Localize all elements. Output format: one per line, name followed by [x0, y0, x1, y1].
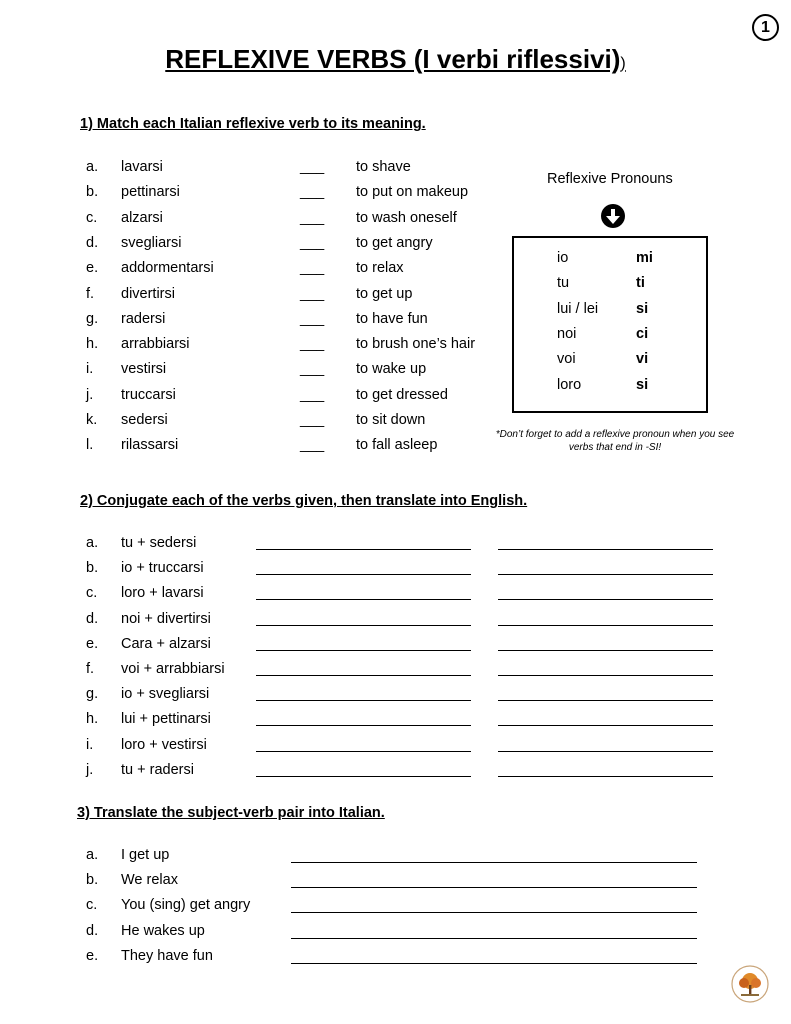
pronouns-title: Reflexive Pronouns: [547, 171, 673, 187]
subject-pronoun: voi: [557, 351, 576, 368]
row-letter: d.: [86, 922, 99, 939]
italian-answer-line[interactable]: [291, 963, 697, 964]
english-meaning: to fall asleep: [356, 437, 438, 454]
verb-prompt: Cara + alzarsi: [121, 635, 211, 652]
row-letter: f.: [86, 285, 95, 302]
answer-blank[interactable]: ___: [300, 437, 325, 454]
row-letter: a.: [86, 159, 99, 175]
italian-answer-line[interactable]: [291, 912, 697, 913]
translation-answer-line[interactable]: [498, 675, 713, 676]
verb-prompt: lui + pettinarsi: [121, 711, 211, 728]
reflexive-pronoun: si: [636, 376, 649, 393]
subject-pronoun: io: [557, 250, 569, 266]
row-letter: d.: [86, 610, 99, 627]
subject-pronoun: tu: [557, 275, 570, 292]
row-letter: a.: [86, 847, 99, 863]
section3-heading: 3) Translate the subject-verb pair into Italian.: [77, 805, 385, 821]
english-meaning: to relax: [356, 260, 404, 277]
pronoun-row: [514, 275, 704, 295]
verb-prompt: io + svegliarsi: [121, 686, 210, 703]
conjugate-row: [0, 762, 791, 784]
conjugate-row: [0, 560, 791, 582]
translation-answer-line[interactable]: [498, 700, 713, 701]
italian-verb: sedersi: [121, 412, 168, 428]
pronoun-row: [514, 250, 704, 270]
pronoun-table: [512, 236, 708, 413]
italian-verb: truccarsi: [121, 386, 176, 403]
row-letter: b.: [86, 184, 99, 201]
subject-pronoun: loro: [557, 376, 582, 393]
section2-heading: 2) Conjugate each of the verbs given, then translate into English.: [80, 493, 528, 509]
answer-blank[interactable]: ___: [300, 336, 325, 353]
row-letter: g.: [86, 686, 99, 703]
row-letter: e.: [86, 635, 99, 652]
page-title: [0, 44, 791, 75]
row-letter: f.: [86, 661, 95, 677]
english-meaning: to shave: [356, 159, 411, 175]
translation-answer-line[interactable]: [498, 599, 713, 600]
tree-logo-icon: [731, 965, 769, 1003]
title-tail: ): [620, 55, 626, 72]
translation-answer-line[interactable]: [498, 574, 713, 575]
row-letter: k.: [86, 412, 98, 428]
verb-prompt: loro + vestirsi: [121, 736, 207, 753]
row-letter: g.: [86, 310, 99, 327]
pronoun-row: [514, 301, 704, 321]
verb-prompt: io + truccarsi: [121, 560, 204, 577]
row-letter: b.: [86, 560, 99, 577]
conjugate-row: [0, 535, 791, 557]
row-letter: j.: [86, 761, 94, 778]
verb-prompt: tu + sedersi: [121, 535, 197, 551]
english-prompt: You (sing) get angry: [121, 897, 251, 914]
row-letter: i.: [86, 736, 94, 753]
translate-row: [0, 923, 791, 945]
translation-answer-line[interactable]: [498, 776, 713, 777]
row-letter: j.: [86, 386, 94, 403]
english-prompt: We relax: [121, 872, 178, 889]
reflexive-pronoun: ti: [636, 275, 645, 292]
answer-blank[interactable]: ___: [300, 386, 325, 403]
translate-row: [0, 872, 791, 894]
section1-heading: 1) Match each Italian reflexive verb to its meaning.: [80, 116, 426, 132]
answer-blank[interactable]: ___: [300, 184, 325, 201]
row-letter: b.: [86, 872, 99, 889]
reflexive-pronoun: mi: [636, 250, 653, 266]
row-letter: h.: [86, 336, 99, 353]
english-meaning: to wash oneself: [356, 209, 457, 226]
answer-blank[interactable]: ___: [300, 310, 325, 327]
row-letter: l.: [86, 437, 94, 454]
row-letter: h.: [86, 711, 99, 728]
answer-blank[interactable]: ___: [300, 412, 325, 428]
conjugate-row: [0, 711, 791, 733]
italian-verb: pettinarsi: [121, 184, 180, 201]
english-prompt: I get up: [121, 847, 170, 863]
english-meaning: to sit down: [356, 412, 426, 428]
translate-row: [0, 897, 791, 919]
reflexive-pronoun: ci: [636, 325, 649, 342]
italian-verb: radersi: [121, 310, 166, 327]
row-letter: a.: [86, 535, 99, 551]
italian-verb: rilassarsi: [121, 437, 179, 454]
conjugation-answer-line[interactable]: [256, 549, 471, 550]
conjugate-row: [0, 686, 791, 708]
answer-blank[interactable]: ___: [300, 260, 325, 277]
reflexive-pronoun: vi: [636, 351, 649, 368]
english-meaning: to brush one’s hair: [356, 336, 476, 353]
answer-blank[interactable]: ___: [300, 209, 325, 226]
answer-blank[interactable]: ___: [300, 159, 325, 175]
italian-verb: svegliarsi: [121, 234, 182, 251]
translate-row: [0, 847, 791, 869]
conjugate-row: [0, 636, 791, 658]
english-meaning: to have fun: [356, 310, 428, 327]
conjugation-answer-line[interactable]: [256, 625, 471, 626]
answer-blank[interactable]: ___: [300, 361, 325, 378]
conjugation-answer-line[interactable]: [256, 725, 471, 726]
italian-answer-line[interactable]: [291, 862, 697, 863]
pronoun-row: [514, 377, 704, 397]
conjugate-row: [0, 661, 791, 683]
translation-answer-line[interactable]: [498, 751, 713, 752]
translation-answer-line[interactable]: [498, 625, 713, 626]
italian-verb: addormentarsi: [121, 260, 214, 277]
row-letter: c.: [86, 209, 98, 226]
reflexive-pronoun: si: [636, 300, 649, 317]
english-meaning: to get dressed: [356, 386, 448, 403]
arrow-down-circle-icon: [600, 203, 626, 229]
conjugation-answer-line[interactable]: [256, 650, 471, 651]
title-text: REFLEXIVE VERBS (I verbi riflessivi): [165, 44, 621, 74]
pronoun-note: *Don’t forget to add a reflexive pronoun when you see verbs that end in -SI!: [495, 429, 735, 453]
row-letter: c.: [86, 897, 98, 914]
conjugate-row: [0, 585, 791, 607]
conjugation-answer-line[interactable]: [256, 751, 471, 752]
english-meaning: to wake up: [356, 361, 427, 378]
conjugation-answer-line[interactable]: [256, 675, 471, 676]
translation-answer-line[interactable]: [498, 549, 713, 550]
english-meaning: to put on makeup: [356, 184, 469, 201]
verb-prompt: noi + divertirsi: [121, 610, 211, 627]
english-meaning: to get angry: [356, 234, 433, 251]
answer-blank[interactable]: ___: [300, 234, 325, 251]
italian-verb: vestirsi: [121, 361, 167, 378]
english-prompt: They have fun: [121, 947, 213, 964]
row-letter: e.: [86, 260, 99, 277]
match-row: [0, 210, 791, 232]
conjugate-row: [0, 737, 791, 759]
verb-prompt: voi + arrabbiarsi: [121, 661, 225, 677]
page-number: 1: [752, 14, 779, 41]
english-prompt: He wakes up: [121, 922, 205, 939]
italian-verb: divertirsi: [121, 285, 175, 302]
pronoun-row: [514, 326, 704, 346]
subject-pronoun: noi: [557, 325, 577, 342]
translate-row: [0, 948, 791, 970]
conjugation-answer-line[interactable]: [256, 599, 471, 600]
italian-verb: alzarsi: [121, 209, 163, 226]
conjugation-answer-line[interactable]: [256, 776, 471, 777]
translation-answer-line[interactable]: [498, 650, 713, 651]
verb-prompt: loro + lavarsi: [121, 585, 204, 602]
italian-answer-line[interactable]: [291, 938, 697, 939]
italian-answer-line[interactable]: [291, 887, 697, 888]
english-meaning: to get up: [356, 285, 413, 302]
row-letter: e.: [86, 947, 99, 964]
answer-blank[interactable]: ___: [300, 285, 325, 302]
row-letter: i.: [86, 361, 94, 378]
subject-pronoun: lui / lei: [557, 300, 599, 317]
row-letter: c.: [86, 585, 98, 602]
italian-verb: arrabbiarsi: [121, 336, 190, 353]
translation-answer-line[interactable]: [498, 725, 713, 726]
verb-prompt: tu + radersi: [121, 761, 194, 778]
conjugate-row: [0, 611, 791, 633]
conjugation-answer-line[interactable]: [256, 574, 471, 575]
row-letter: d.: [86, 234, 99, 251]
match-row: [0, 184, 791, 206]
conjugation-answer-line[interactable]: [256, 700, 471, 701]
italian-verb: lavarsi: [121, 159, 163, 175]
pronoun-row: [514, 351, 704, 371]
